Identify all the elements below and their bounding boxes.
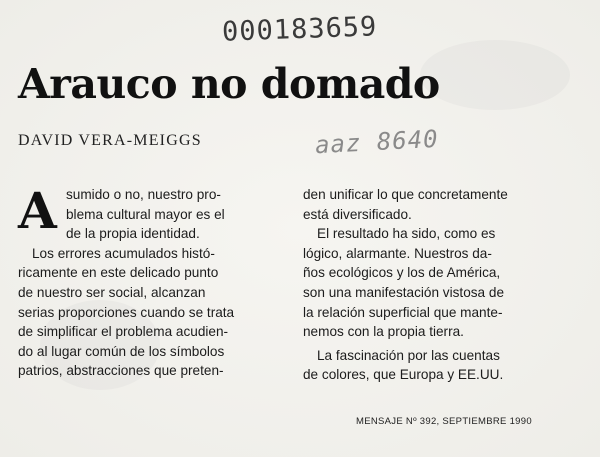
handwritten-id-number: 000183659 [221,11,378,48]
text-line: ños ecológicos y los de América, [303,265,501,281]
text-line: de la propia identidad. [66,226,200,242]
text-line: la relación superficial que mante- [303,304,503,320]
text-line: den unificar lo que concretamente [303,187,508,202]
byline: DAVID VERA-MEIGGS [18,132,202,149]
paper-stain [420,40,570,110]
article-column-left [18,181,276,381]
text-line: está diversificado. [303,206,412,222]
text-line: Los errores acumulados histó- [32,245,215,261]
text-line: son una manifestación vistosa de [303,284,505,300]
text-line: ricamente en este delicado punto [18,265,219,281]
text-line: de colores, que Europa y EE.UU. [303,367,504,383]
text-line: de nuestro ser social, alcanzan [18,284,206,300]
text-line: do al lugar común de los símbolos [18,343,225,359]
text-line: La fascinación por las cuentas [317,347,500,363]
drop-cap: A [18,181,57,240]
text-line: patrios, abstracciones que preten- [18,363,224,379]
source-footer: MENSAJE Nº 392, SEPTIEMBRE 1990 [356,416,532,427]
text-line: sumido o no, nuestro pro- [66,187,221,202]
text-line: nemos con la propia tierra. [303,324,464,340]
headline: Arauco no domado [18,60,440,108]
handwritten-catalog-note: aaz 8640 [314,124,440,160]
text-line: lógico, alarmante. Nuestros da- [303,245,492,261]
text-line: El resultado ha sido, como es [317,226,496,242]
text-line: de simplificar el problema acudien- [18,324,229,340]
text-line: blema cultural mayor es el [66,206,225,222]
text-line: serias proporciones cuando se trata [18,304,235,320]
article-column-right [303,185,561,385]
